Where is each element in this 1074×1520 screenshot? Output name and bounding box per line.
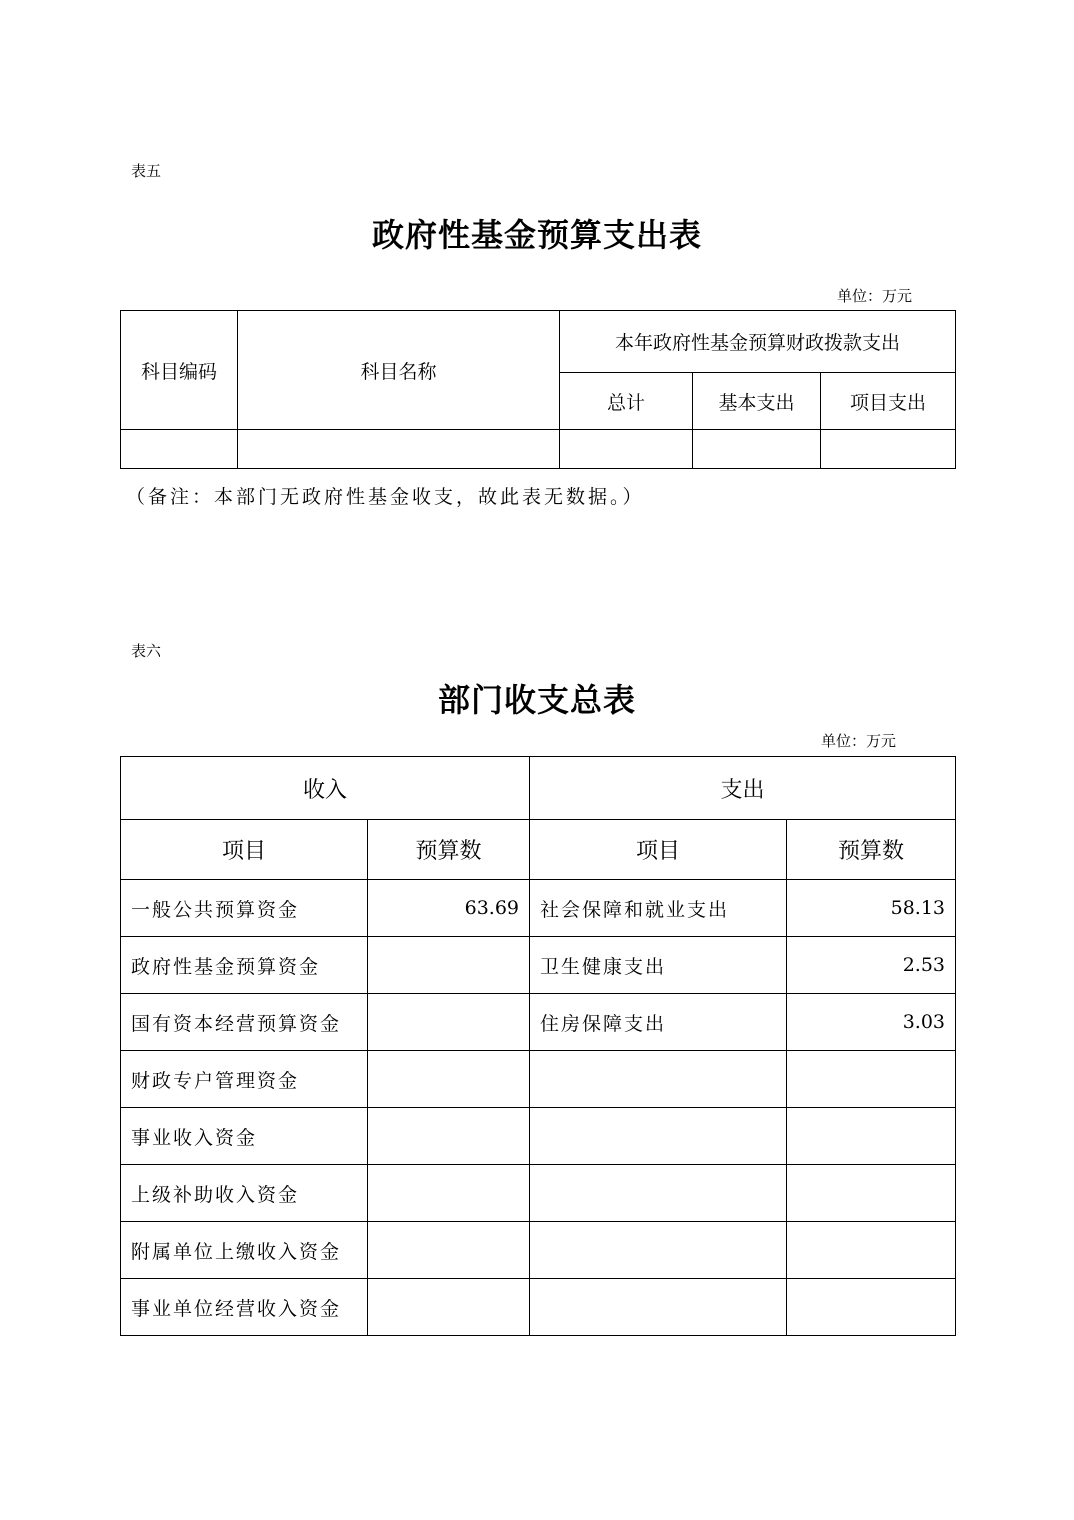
header-expense-item: 项目 xyxy=(530,820,787,880)
header-income-budget: 预算数 xyxy=(368,820,530,880)
income-item: 事业单位经营收入资金 xyxy=(121,1279,368,1336)
expense-item xyxy=(530,1222,787,1279)
header-expense-budget: 预算数 xyxy=(787,820,956,880)
empty-cell xyxy=(238,430,560,469)
expense-item xyxy=(530,1108,787,1165)
expense-value: 2.53 xyxy=(787,937,956,994)
header-expense: 支出 xyxy=(530,757,956,820)
income-value xyxy=(368,1222,530,1279)
income-value: 63.69 xyxy=(368,880,530,937)
table-row xyxy=(121,1051,956,1108)
expense-item xyxy=(530,1165,787,1222)
income-item: 附属单位上缴收入资金 xyxy=(121,1222,368,1279)
table-row xyxy=(121,1108,956,1165)
empty-cell xyxy=(693,430,821,469)
header-basic: 基本支出 xyxy=(693,373,821,430)
table6-title: 部门收支总表 xyxy=(437,681,636,719)
header-income: 收入 xyxy=(121,757,530,820)
table-row xyxy=(121,1222,956,1279)
header-project: 项目支出 xyxy=(821,373,956,430)
income-item: 国有资本经营预算资金 xyxy=(121,994,368,1051)
table5-note: （备注：本部门无政府性基金收支，故此表无数据。） xyxy=(126,486,645,508)
header-income-item: 项目 xyxy=(121,820,368,880)
table-row xyxy=(121,880,956,937)
table6-unit: 单位：万元 xyxy=(820,732,896,750)
income-item: 财政专户管理资金 xyxy=(121,1051,368,1108)
table5-tag: 表五 xyxy=(131,162,162,180)
income-value xyxy=(368,994,530,1051)
header-code: 科目编码 xyxy=(121,311,238,430)
table6 xyxy=(120,756,956,1336)
income-item: 一般公共预算资金 xyxy=(121,880,368,937)
header-total: 总计 xyxy=(560,373,693,430)
income-item: 政府性基金预算资金 xyxy=(121,937,368,994)
expense-item xyxy=(530,1051,787,1108)
expense-value xyxy=(787,1222,956,1279)
table-row xyxy=(121,1165,956,1222)
expense-value xyxy=(787,1279,956,1336)
header-group: 本年政府性基金预算财政拨款支出 xyxy=(560,311,956,373)
income-value xyxy=(368,1108,530,1165)
income-value xyxy=(368,1279,530,1336)
expense-value: 58.13 xyxy=(787,880,956,937)
expense-value: 3.03 xyxy=(787,994,956,1051)
income-value xyxy=(368,1051,530,1108)
income-value xyxy=(368,1165,530,1222)
income-item: 事业收入资金 xyxy=(121,1108,368,1165)
expense-value xyxy=(787,1108,956,1165)
income-item: 上级补助收入资金 xyxy=(121,1165,368,1222)
table-row xyxy=(121,994,956,1051)
header-name: 科目名称 xyxy=(238,311,560,430)
table5 xyxy=(120,310,956,469)
empty-cell xyxy=(821,430,956,469)
table-row xyxy=(121,937,956,994)
empty-cell xyxy=(121,430,238,469)
table-row xyxy=(121,430,956,469)
income-value xyxy=(368,937,530,994)
expense-item: 社会保障和就业支出 xyxy=(530,880,787,937)
table-row xyxy=(121,1279,956,1336)
expense-value xyxy=(787,1051,956,1108)
expense-item: 卫生健康支出 xyxy=(530,937,787,994)
table5-unit: 单位：万元 xyxy=(836,287,912,305)
expense-value xyxy=(787,1165,956,1222)
expense-item: 住房保障支出 xyxy=(530,994,787,1051)
empty-cell xyxy=(560,430,693,469)
table6-tag: 表六 xyxy=(131,642,162,660)
table5-title: 政府性基金预算支出表 xyxy=(371,216,702,254)
expense-item xyxy=(530,1279,787,1336)
